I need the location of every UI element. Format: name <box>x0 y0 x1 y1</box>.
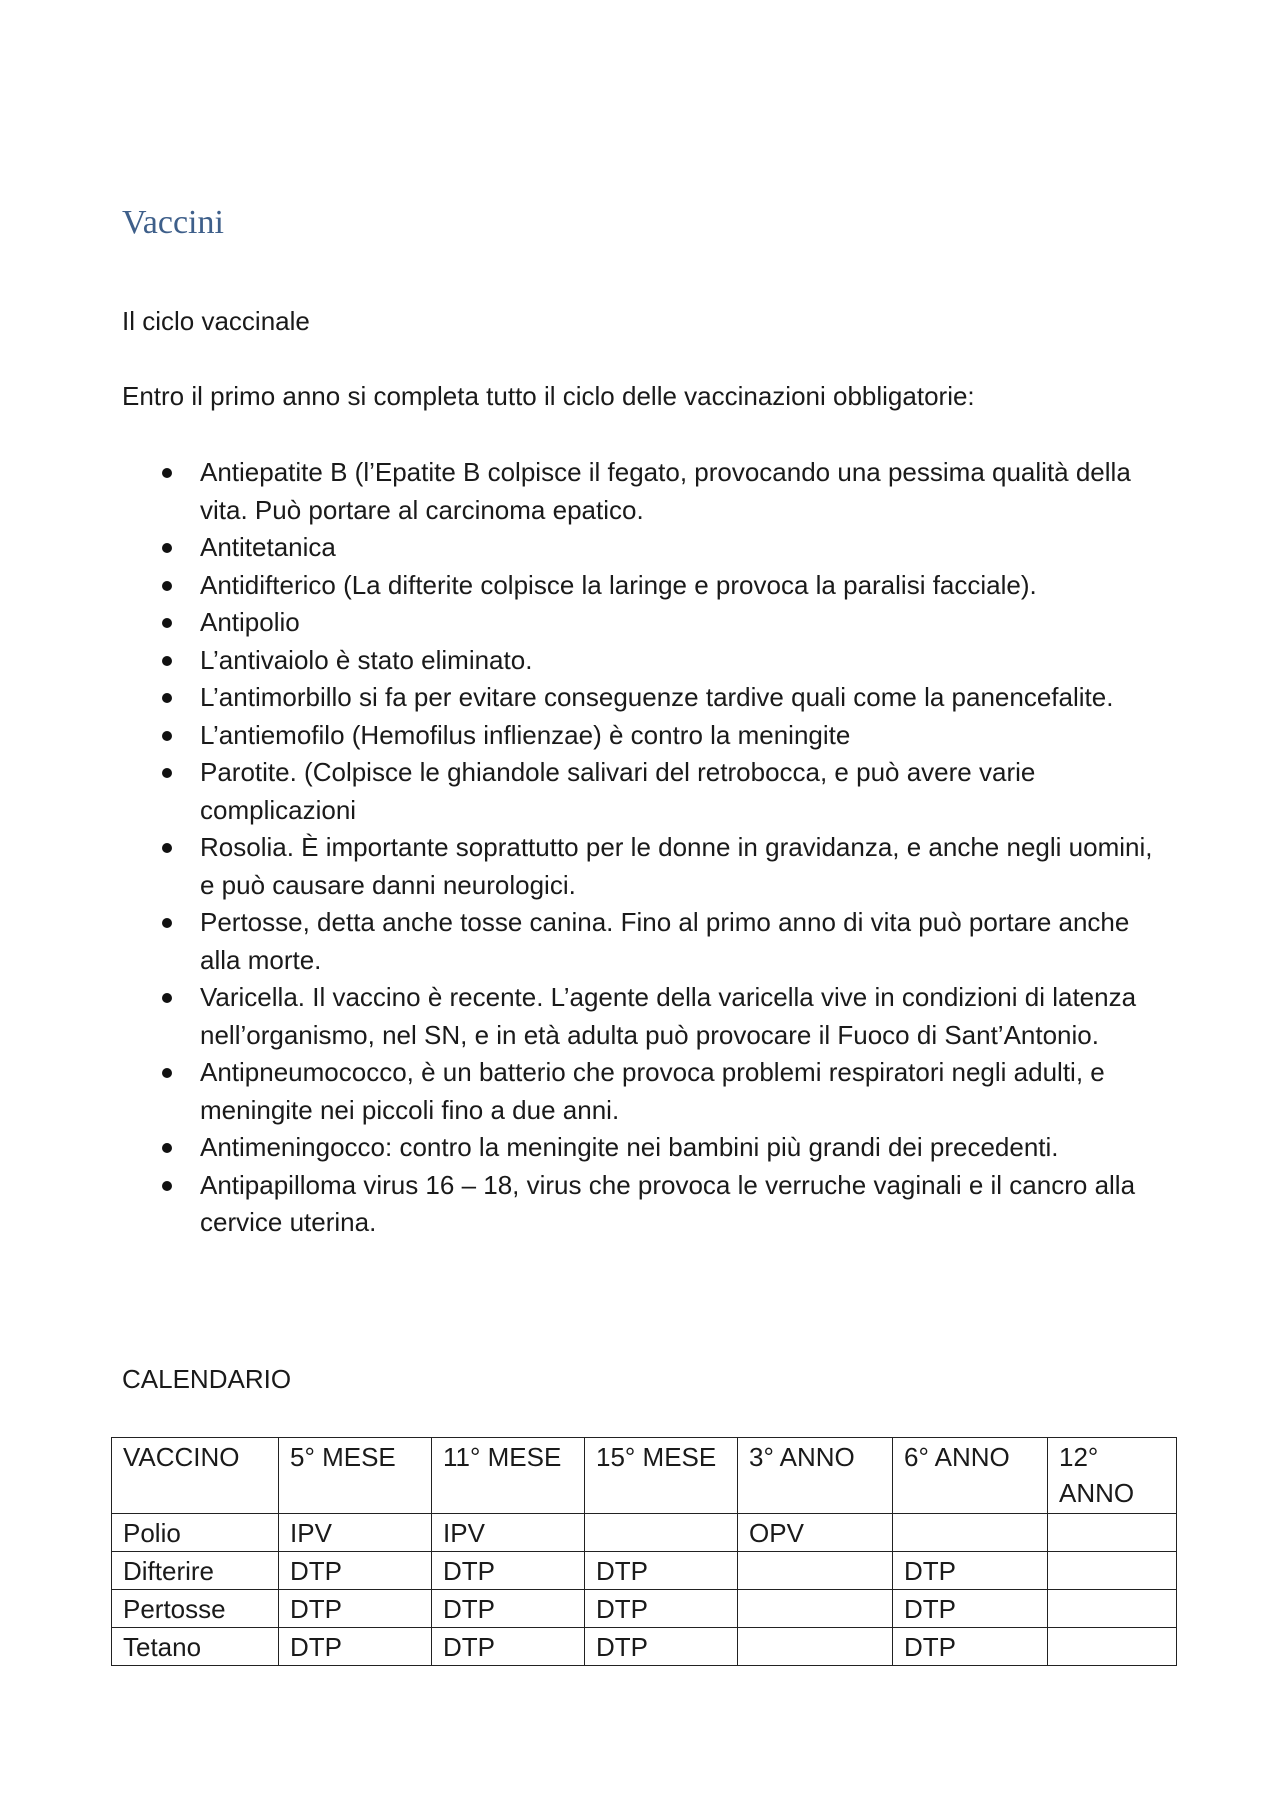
table-cell: DTP <box>893 1590 1048 1628</box>
table-header-cell: 5° MESE <box>279 1438 432 1514</box>
table-header-row <box>112 1438 1177 1514</box>
list-item-text: Antitetanica <box>200 532 336 562</box>
intro-paragraph: Entro il primo anno si completa tutto il ciclo delle vaccinazioni obbligatorie: <box>122 381 975 411</box>
table-cell <box>1048 1590 1177 1628</box>
list-item <box>162 679 1172 717</box>
list-item-text: Rosolia. È importante soprattutto per le donne in gravidanza, e anche negli uomini, e può causare danni neurologici. <box>200 832 1153 900</box>
bullet-icon <box>162 1181 172 1191</box>
list-item-text: Parotite. (Colpisce le ghiandole salivari del retrobocca, e può avere varie complicazioni <box>200 757 1036 825</box>
table-cell: IPV <box>432 1514 585 1552</box>
list-item-text: Pertosse, detta anche tosse canina. Fino al primo anno di vita può portare anche alla morte. <box>200 907 1130 975</box>
table-row <box>112 1590 1177 1628</box>
table-cell: DTP <box>279 1552 432 1590</box>
list-item-text: L’antimorbillo si fa per evitare conseguenze tardive quali come la panencefalite. <box>200 682 1114 712</box>
table-cell: DTP <box>432 1552 585 1590</box>
bullet-icon <box>162 731 172 741</box>
list-item <box>162 717 1172 755</box>
table-cell <box>738 1590 893 1628</box>
table-cell: DTP <box>279 1628 432 1666</box>
bullet-icon <box>162 843 172 853</box>
list-item <box>162 979 1172 1054</box>
bullet-icon <box>162 1143 172 1153</box>
table-cell: OPV <box>738 1514 893 1552</box>
list-item <box>162 642 1172 680</box>
table-header-cell: 11° MESE <box>432 1438 585 1514</box>
list-item-text: Antipneumococco, è un batterio che provoca problemi respiratori negli adulti, e meningite nei piccoli fino a due anni. <box>200 1057 1105 1125</box>
table-cell <box>1048 1628 1177 1666</box>
list-item <box>162 567 1172 605</box>
calendar-table <box>111 1437 1177 1666</box>
table-cell <box>1048 1552 1177 1590</box>
table-cell <box>1048 1514 1177 1552</box>
bullet-icon <box>162 543 172 553</box>
list-item-text: Varicella. Il vaccino è recente. L’agente della varicella vive in condizioni di latenza nell’organismo, nel SN, e in età adulta può provocare il Fuoco di Sant’Antonio. <box>200 982 1137 1050</box>
table-cell: DTP <box>893 1552 1048 1590</box>
list-item-text: Antidifterico (La difterite colpisce la laringe e provoca la paralisi facciale). <box>200 569 1037 600</box>
table-cell: DTP <box>585 1628 738 1666</box>
bullet-icon <box>162 768 172 778</box>
bullet-icon <box>162 581 172 591</box>
bullet-icon <box>162 1068 172 1078</box>
table-cell: DTP <box>893 1628 1048 1666</box>
table-cell: DTP <box>432 1590 585 1628</box>
list-item-text: Antimeningocco: contro la meningite nei bambini più grandi dei precedenti. <box>200 1132 1059 1162</box>
list-item-text: Antipolio <box>200 607 300 637</box>
bullet-icon <box>162 468 172 478</box>
list-item-text: Antiepatite B (l’Epatite B colpisce il fegato, provocando una pessima qualità della vita. Può portare al carcinoma epatico. <box>200 457 1131 525</box>
table-header-cell: 12° ANNO <box>1048 1438 1177 1514</box>
list-item <box>162 904 1172 979</box>
vaccine-list <box>162 454 1172 1242</box>
table-cell <box>893 1514 1048 1552</box>
list-item-text: L’antivaiolo è stato eliminato. <box>200 644 533 675</box>
list-item <box>162 754 1172 829</box>
bullet-icon <box>162 618 172 628</box>
table-header-cell: VACCINO <box>112 1438 279 1514</box>
table-cell: Difterire <box>112 1552 279 1590</box>
table-cell: DTP <box>585 1590 738 1628</box>
table-cell: DTP <box>432 1628 585 1666</box>
list-item <box>162 1054 1172 1129</box>
table-cell: DTP <box>585 1552 738 1590</box>
table-row <box>112 1552 1177 1590</box>
list-item <box>162 529 1172 567</box>
bullet-icon <box>162 656 172 666</box>
list-item <box>162 454 1172 529</box>
table-cell: Pertosse <box>112 1590 279 1628</box>
bullet-icon <box>162 918 172 928</box>
list-item <box>162 829 1172 904</box>
table-cell <box>738 1628 893 1666</box>
table-header-cell: 3° ANNO <box>738 1438 893 1514</box>
calendar-heading: CALENDARIO <box>122 1364 292 1394</box>
table-header-cell: 6° ANNO <box>893 1438 1048 1514</box>
table-cell <box>585 1514 738 1552</box>
page-title: Vaccini <box>122 204 224 241</box>
list-item-text: L’antiemofilo (Hemofilus inflienzae) è contro la meningite <box>200 719 851 750</box>
bullet-icon <box>162 693 172 703</box>
table-row <box>112 1628 1177 1666</box>
table-cell: Tetano <box>112 1628 279 1666</box>
table-cell: DTP <box>279 1590 432 1628</box>
table-row <box>112 1514 1177 1552</box>
list-item <box>162 1129 1172 1167</box>
list-item-text: Antipapilloma virus 16 – 18, virus che provoca le verruche vaginali e il cancro alla cervice uterina. <box>200 1169 1136 1237</box>
table-cell: Polio <box>112 1514 279 1552</box>
table-cell <box>738 1552 893 1590</box>
section-subtitle: Il ciclo vaccinale <box>122 306 310 336</box>
list-item <box>162 1167 1172 1242</box>
bullet-icon <box>162 993 172 1003</box>
list-item <box>162 604 1172 642</box>
table-cell: IPV <box>279 1514 432 1552</box>
table-header-cell: 15° MESE <box>585 1438 738 1514</box>
